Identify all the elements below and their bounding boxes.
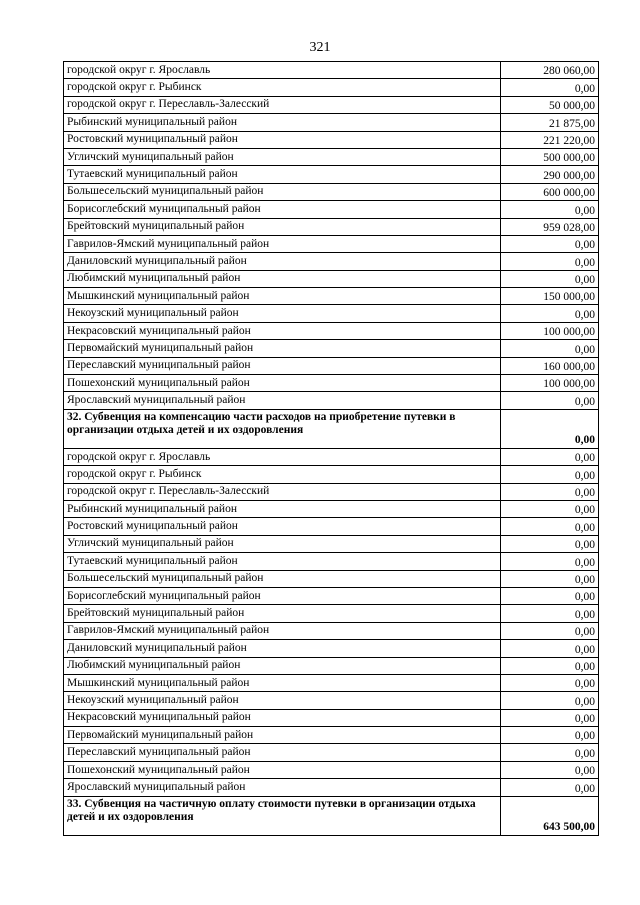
district-name: Ярославский муниципальный район (64, 779, 501, 796)
district-amount: 0,00 (501, 340, 599, 357)
district-name: Угличский муниципальный район (64, 535, 501, 552)
district-amount: 0,00 (501, 518, 599, 535)
allocation-table (63, 61, 599, 836)
district-amount: 500 000,00 (501, 148, 599, 165)
table-row (64, 253, 599, 270)
section-title: 32. Субвенция на компенсацию части расходов на приобретение путевки в организации отдыха детей и их оздоровления (64, 409, 501, 448)
district-name: Любимский муниципальный район (64, 657, 501, 674)
district-name: Переславский муниципальный район (64, 744, 501, 761)
district-amount: 959 028,00 (501, 218, 599, 235)
section-header-row (64, 796, 599, 835)
district-amount: 600 000,00 (501, 183, 599, 200)
table-row (64, 288, 599, 305)
district-amount: 100 000,00 (501, 322, 599, 339)
district-name: Большесельский муниципальный район (64, 570, 501, 587)
table-row (64, 466, 599, 483)
district-name: городской округ г. Рыбинск (64, 79, 501, 96)
table-row (64, 235, 599, 252)
district-name: Некрасовский муниципальный район (64, 322, 501, 339)
district-amount: 0,00 (501, 79, 599, 96)
section-header-row (64, 409, 599, 448)
table-row (64, 218, 599, 235)
table-row (64, 148, 599, 165)
district-name: Первомайский муниципальный район (64, 340, 501, 357)
district-amount: 0,00 (501, 692, 599, 709)
table-row (64, 605, 599, 622)
table-row (64, 62, 599, 79)
district-name: Угличский муниципальный район (64, 148, 501, 165)
district-name: Любимский муниципальный район (64, 270, 501, 287)
district-amount: 0,00 (501, 761, 599, 778)
district-name: Ярославский муниципальный район (64, 392, 501, 409)
district-amount: 0,00 (501, 483, 599, 500)
district-amount: 0,00 (501, 305, 599, 322)
district-name: Гаврилов-Ямский муниципальный район (64, 235, 501, 252)
district-name: Даниловский муниципальный район (64, 640, 501, 657)
table-row (64, 535, 599, 552)
district-name: Рыбинский муниципальный район (64, 114, 501, 131)
district-name: Тутаевский муниципальный район (64, 553, 501, 570)
table-row (64, 375, 599, 392)
district-amount: 0,00 (501, 587, 599, 604)
district-name: городской округ г. Переславль-Залесский (64, 96, 501, 113)
district-name: Рыбинский муниципальный район (64, 500, 501, 517)
district-name: Борисоглебский муниципальный район (64, 201, 501, 218)
allocation-table-body (64, 62, 599, 836)
district-name: Гаврилов-Ямский муниципальный район (64, 622, 501, 639)
district-amount: 0,00 (501, 779, 599, 796)
district-amount: 290 000,00 (501, 166, 599, 183)
table-row (64, 270, 599, 287)
table-row (64, 322, 599, 339)
district-amount: 0,00 (501, 392, 599, 409)
district-amount: 0,00 (501, 709, 599, 726)
district-name: Ростовский муниципальный район (64, 518, 501, 535)
district-name: Некоузский муниципальный район (64, 305, 501, 322)
table-row (64, 640, 599, 657)
district-amount: 0,00 (501, 622, 599, 639)
table-row (64, 692, 599, 709)
district-amount: 0,00 (501, 605, 599, 622)
table-row (64, 553, 599, 570)
district-amount: 0,00 (501, 500, 599, 517)
table-row (64, 622, 599, 639)
table-row (64, 448, 599, 465)
table-row (64, 500, 599, 517)
district-amount: 0,00 (501, 553, 599, 570)
section-title: 33. Субвенция на частичную оплату стоимости путевки в организации отдыха детей и их оздоровления (64, 796, 501, 835)
table-row (64, 587, 599, 604)
district-amount: 0,00 (501, 640, 599, 657)
table-row (64, 305, 599, 322)
table-row (64, 183, 599, 200)
district-amount: 150 000,00 (501, 288, 599, 305)
table-row (64, 779, 599, 796)
table-row (64, 727, 599, 744)
table-row (64, 166, 599, 183)
district-name: Мышкинский муниципальный район (64, 288, 501, 305)
district-amount: 0,00 (501, 270, 599, 287)
table-row (64, 114, 599, 131)
district-name: Мышкинский муниципальный район (64, 674, 501, 691)
table-row (64, 483, 599, 500)
section-total: 0,00 (501, 409, 599, 448)
district-amount: 280 060,00 (501, 62, 599, 79)
table-row (64, 709, 599, 726)
district-name: Большесельский муниципальный район (64, 183, 501, 200)
table-row (64, 392, 599, 409)
district-name: Переславский муниципальный район (64, 357, 501, 374)
table-row (64, 744, 599, 761)
table-row (64, 674, 599, 691)
table-row (64, 657, 599, 674)
district-name: Борисоглебский муниципальный район (64, 587, 501, 604)
table-row (64, 79, 599, 96)
district-amount: 0,00 (501, 235, 599, 252)
district-amount: 100 000,00 (501, 375, 599, 392)
district-amount: 0,00 (501, 253, 599, 270)
district-amount: 21 875,00 (501, 114, 599, 131)
table-row (64, 357, 599, 374)
district-name: Брейтовский муниципальный район (64, 218, 501, 235)
district-name: городской округ г. Ярославль (64, 62, 501, 79)
table-row (64, 761, 599, 778)
district-amount: 0,00 (501, 466, 599, 483)
district-name: Тутаевский муниципальный район (64, 166, 501, 183)
page-number: 321 (309, 40, 331, 55)
table-row (64, 131, 599, 148)
table-row (64, 340, 599, 357)
district-name: Пошехонский муниципальный район (64, 375, 501, 392)
district-amount: 0,00 (501, 744, 599, 761)
district-amount: 50 000,00 (501, 96, 599, 113)
district-name: городской округ г. Переславль-Залесский (64, 483, 501, 500)
table-row (64, 96, 599, 113)
district-amount: 221 220,00 (501, 131, 599, 148)
district-name: городской округ г. Ярославль (64, 448, 501, 465)
district-amount: 0,00 (501, 674, 599, 691)
district-amount: 0,00 (501, 201, 599, 218)
table-row (64, 570, 599, 587)
district-name: Ростовский муниципальный район (64, 131, 501, 148)
district-amount: 160 000,00 (501, 357, 599, 374)
section-total: 643 500,00 (501, 796, 599, 835)
district-amount: 0,00 (501, 448, 599, 465)
district-name: городской округ г. Рыбинск (64, 466, 501, 483)
district-name: Брейтовский муниципальный район (64, 605, 501, 622)
district-amount: 0,00 (501, 535, 599, 552)
district-amount: 0,00 (501, 727, 599, 744)
district-name: Даниловский муниципальный район (64, 253, 501, 270)
district-amount: 0,00 (501, 570, 599, 587)
district-name: Первомайский муниципальный район (64, 727, 501, 744)
table-row (64, 518, 599, 535)
district-name: Некоузский муниципальный район (64, 692, 501, 709)
table-row (64, 201, 599, 218)
district-name: Некрасовский муниципальный район (64, 709, 501, 726)
district-amount: 0,00 (501, 657, 599, 674)
district-name: Пошехонский муниципальный район (64, 761, 501, 778)
